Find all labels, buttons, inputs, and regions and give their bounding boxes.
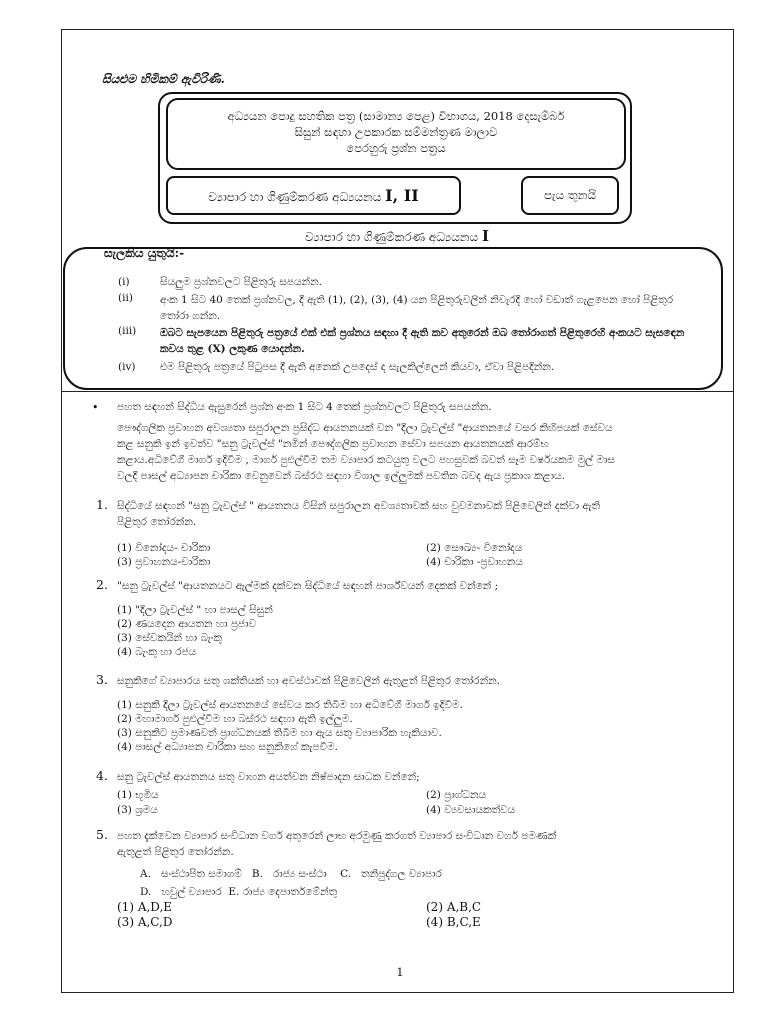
- instruction-number: (i): [118, 276, 130, 288]
- subject-papers: I, II: [385, 186, 419, 205]
- paper-title: [160, 227, 634, 245]
- exam-title-line1: අධ්‍යයන පොදු සහතික පත්‍ර (සාමාන්‍ය පෙළ) විභාගය, 2018 දෙසැම්බර්: [227, 109, 565, 123]
- option-4: (4) බැංකු හා රජය: [117, 646, 197, 658]
- duration-box: [521, 176, 619, 215]
- question-text: "සනු ට්‍රැවල්ස් "ආයතනයට ඇල්මක් දක්වන සිද්ධියේ සඳහන් පාර්ශ්වයන් දෙකක් වන්නේ ;: [117, 580, 499, 592]
- option-3: (3) ප්‍රවාහනය-චාරිකා: [117, 556, 211, 568]
- option-2: (2) මහාමාර්ග පුළුල්වීම හා බස්රථ සඳහා ඇති ඉල්ලුම.: [117, 713, 353, 725]
- copyright-notice: සියළුම හිමිකම් ඇවිරිණි.: [102, 72, 225, 86]
- section-divider: [61, 391, 734, 392]
- question-line: පිළිතුර තෝරන්න.: [117, 516, 197, 528]
- exam-title-box: [166, 98, 626, 170]
- case-line: කළ සනුකි ඉන් ඉවත්ව "සනු ට්‍රැවල්ස් "නමින් පෞද්ගලික ප්‍රවාහන සේවා සපයන ආයතනයක් ආරම්භ: [117, 438, 549, 450]
- exam-title-line3: පෙරහුරු ප්‍රශ්න පත්‍රය: [346, 141, 446, 155]
- option-1: (1) භූමිය: [117, 789, 159, 801]
- page-number: 1: [396, 966, 404, 979]
- option-4: (4) B,C,E: [426, 915, 481, 929]
- instruction-number: (iii): [118, 325, 137, 337]
- subject-box: [166, 176, 461, 215]
- question-number: 4.: [96, 768, 108, 783]
- question-text: සනුකිගේ ව්‍යාපාරය සතු ශක්තියක් හා අවස්ථාවක් පිළිවෙලින් ඇතුළත් පිළිතුර තෝරන්න.: [117, 675, 500, 687]
- option-1: (1) විනෝදය- චාරිකා: [117, 542, 211, 554]
- option-3: (3) සේවකයින් හා බැංකු: [117, 632, 223, 644]
- question-number: 2.: [96, 577, 108, 592]
- intro-instruction: පහත සඳහන් සිද්ධිය ඇසුරෙන් ප්‍රශ්න අංක 1 සිට 4 තෙක් ප්‍රශ්නවලට පිළිතුරු සපයන්න.: [117, 401, 492, 413]
- option-3: (3) සනුකිට ප්‍රමාණවත් ප්‍රාග්ධනයක් තිබීම හා ඇය සතු ව්‍යාපාරික හැකියාව.: [117, 727, 442, 739]
- question-number: 5.: [96, 827, 108, 842]
- option-3: (3) ශ්‍රමය: [117, 804, 158, 816]
- instruction-text: අංක 1 සිට 40 තෙක් ප්‍රශ්නවල, දී ඇති (1), (2), (3), (4) යන පිළිතුරුවලින් නිවැරදි හෝ වඩාත් ගැළපෙන හෝ පිළිතුර තෝරා ගන්න.: [160, 294, 674, 322]
- option-2: (2) සෞඛ්‍ය- විනෝදය: [426, 542, 523, 554]
- question-line: ඇතුළත් පිළිතුර තෝරන්න.: [117, 846, 234, 858]
- option-1: (1) A,D,E: [117, 900, 173, 914]
- option-3: (3) A,C,D: [117, 915, 173, 929]
- instruction-number: (ii): [118, 292, 133, 304]
- instruction-number: (iv): [118, 361, 136, 373]
- choice-line: D. හවුල් ව්‍යාපාර E. රාජ්‍ය දෙපාර්තමේන්තු: [140, 886, 338, 898]
- option-4: (4) පාසල් අධ්‍යාපන චාරිකා සහ සනුකිගේ කැපවීම.: [117, 741, 338, 753]
- case-study: [117, 420, 677, 484]
- paper-title-text: ව්‍යාපාර හා ගිණුම්කරණ අධ්‍යයනය: [305, 230, 479, 244]
- question-line: සිද්ධියේ සඳහන් "සනු ට්‍රැවල්ස් " ආයතනය විසින් සපුරාලන අවශ්‍යතාවක් සහ වුවමනාවක් පිළිවෙලින් දක්වා ඇති: [117, 500, 601, 512]
- question-number: 3.: [96, 672, 108, 687]
- option-1: (1) "දිලා ට්‍රැවල්ස් " හා පාසල් සිසුන්: [117, 604, 273, 616]
- choice-line: A. සංස්ථාපිත සමාගම් B. රාජ්‍ය සංස්ථා C. තනිපුද්ගල ව්‍යාපාර: [140, 868, 442, 880]
- option-4: (4) ව්‍යවසායකත්වය: [426, 804, 516, 816]
- option-2: (2) A,B,C: [426, 900, 482, 914]
- case-line: කළාය.අධිවේගී මාර්ග ඉදිවීම , මාර්ග පුළුල්වීම තම ව්‍යාපාර කටයුතු වලට පහසුවක් බවත් සෑම වර්ෂයකම මුල් මාස: [117, 454, 615, 466]
- instruction-text: ඔබට සැපයෙන පිළිතුරු පත්‍රයේ එක් එක් ප්‍රශ්නය සඳහා දී ඇති කව අතුරෙන් ඔබ තෝරාගත් පිළිතුරෙහි අංකයට සැසඳෙන කවය තුළ (X) ලකුණ යොදන්න.: [160, 327, 685, 355]
- bullet-icon: •: [92, 401, 99, 414]
- question-number: 1.: [96, 497, 108, 512]
- choice-list: [140, 866, 680, 900]
- option-1: (1) සනුකි දිලා ට්‍රැවල්ස් ආයතනයේ සේවය කර තිබීම හා අධිවේගී මාර්ග ඉදිවීම.: [117, 699, 463, 711]
- question-text: [117, 828, 677, 860]
- question-text: [117, 498, 677, 530]
- instruction-text: එම පිළිතුරු පත්‍රයේ පිටුපස දී ඇති අනෙක් උපදෙස් ද සැලකිල්ලෙන් කියවා, ඒවා පිළිපදින්න.: [160, 361, 555, 373]
- option-2: (2) ණයදෙන ආයතන හා ප්‍රජාව: [117, 618, 257, 630]
- instruction-text: සියලුම ප්‍රශ්නවලට පිළිතුරු සපයන්න.: [160, 276, 322, 288]
- option-2: (2) ප්‍රාග්ධනය: [426, 789, 487, 801]
- paper-number: I: [481, 227, 489, 245]
- case-line: පෞද්ගලික ප්‍රවාහන අවශ්‍යතා සපුරාලන ප්‍රසිද්ධ ආයතනයක් වන "දිලා ට්‍රැවල්ස් "ආයතනයේ වසර කිහිපයක් සේවය: [117, 422, 613, 434]
- subject-name: ව්‍යාපාර හා ගිණුම්කරණ අධ්‍යයනය: [208, 190, 382, 204]
- instructions-title: සැලකිය යුතුයි:-: [104, 246, 185, 260]
- case-line: වලදී පාසල් අධ්‍යාපන චාරිකා වෙනුවෙන් බස්රථ සඳහා විශාල ඉල්ලුමක් පවතින බවද ඇය ප්‍රකාශ කළාය.: [117, 470, 565, 482]
- question-text: සනු ට්‍රැවල්ස් ආයතනය සතු වාහන අයත්වන නිෂ්පාදන සාධක වන්නේ;: [117, 771, 420, 783]
- option-4: (4) චාරිකා -ප්‍රවාහනය: [426, 556, 523, 568]
- exam-title-line2: සිසුන් සඳහා උපකාරක සම්මන්ත්‍රණ මාලාව: [294, 125, 498, 139]
- question-line: පහත දැක්වෙන ව්‍යාපාර සංවිධාන වර්ග අතුරෙන් ලාභ අරමුණු කරගත් ව්‍යාපාර සංවිධාන වර්ග පමණක්: [117, 830, 557, 842]
- duration-text: පැය තුනයි: [543, 188, 597, 202]
